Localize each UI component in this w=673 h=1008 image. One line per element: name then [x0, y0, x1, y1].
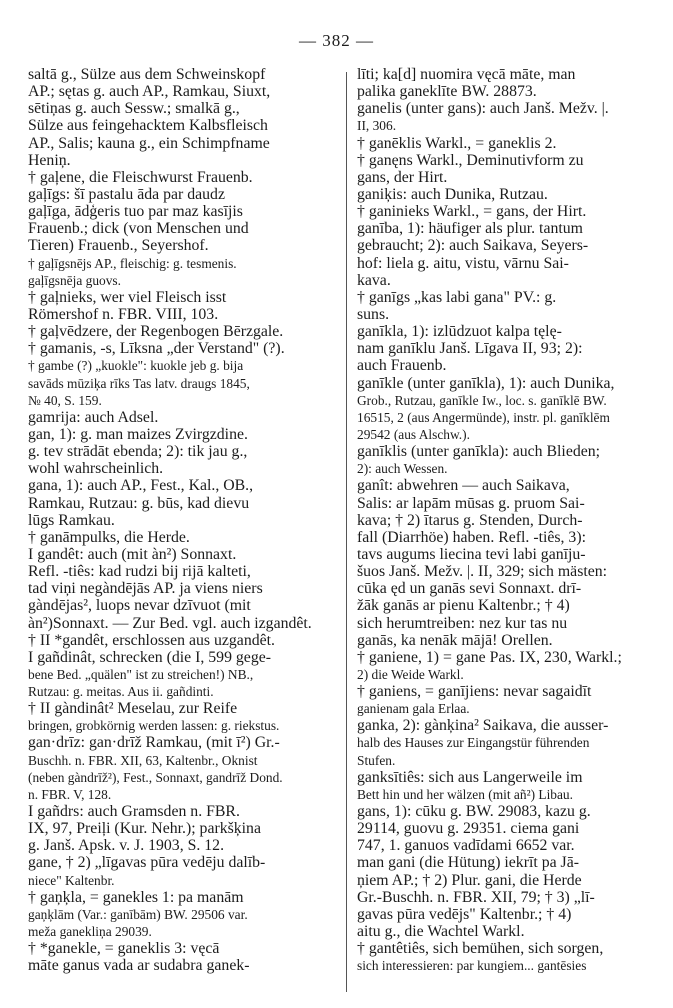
text-line: šuos Janš. Mežv. |. II, 329; sich mästen: — [357, 563, 608, 581]
text-line: gàndējas², luops nevar dzīvuot (mit — [28, 597, 251, 615]
text-line: gaņķlām (Var.: ganībām) BW. 29506 var. — [28, 906, 248, 922]
text-line: halb des Hauses zur Eingangstür führenden — [357, 735, 590, 751]
text-line: fall (Diarrhöe) haben. Refl. -tiês, 3): — [357, 528, 586, 546]
text-line: auch Frauenb. — [357, 357, 447, 375]
text-line: Gr.-Buschh. n. FBR. XII, 79; † 3) „lī- — [357, 888, 595, 906]
text-line: aitu g., die Wachtel Warkl. — [357, 923, 525, 941]
text-line: Rutzau: g. meitas. Aus ii. gañdinti. — [28, 684, 214, 700]
text-line: Stufen. — [357, 752, 396, 768]
text-line: gamrija: auch Adsel. — [28, 408, 159, 426]
text-line: kava; † 2) ītarus g. Stenden, Durch- — [357, 511, 583, 529]
text-line: I gandêt: auch (mit àn²) Sonnaxt. — [28, 545, 237, 563]
text-line: (neben gàndrīž²), Fest., Sonnaxt, gandrīž Dond. — [28, 769, 283, 785]
text-line: † gaļīgsnējs AP., fleischig: g. tesmenis. — [28, 255, 237, 271]
text-line: ganiķis: auch Dunika, Rutzau. — [357, 185, 548, 203]
text-line: † ganīgs „kas labi gana" PV.: g. — [357, 288, 557, 306]
text-line: Frauenb.; dick (von Menschen und — [28, 220, 249, 238]
text-line: wohl wahrscheinlich. — [28, 460, 164, 478]
text-line: suns. — [357, 305, 390, 323]
text-line: † gambe (?) „kuokle": kuokle jeb g. bija — [28, 358, 244, 374]
text-line: Salis: ar lapām mūsas g. pruom Sai- — [357, 494, 585, 512]
text-line: cūka ęd un ganās sevi Sonnaxt. drī- — [357, 580, 582, 598]
text-line: 16515, 2 (aus Angermünde), instr. pl. ganīklēm — [357, 409, 610, 425]
text-line: žāk ganās ar pienu Kaltenbr.; † 4) — [357, 597, 570, 615]
text-line: gaļīgsnēja guovs. — [28, 272, 121, 288]
column-divider — [346, 72, 347, 992]
text-line: n. FBR. V, 128. — [28, 786, 112, 802]
text-line: Tieren) Frauenb., Seyershof. — [28, 237, 209, 255]
text-line: 2) die Weide Warkl. — [357, 666, 464, 682]
text-line: † gantêtiês, sich bemühen, sich sorgen, — [357, 940, 604, 958]
text-line: gavas pūra vedējs" Kaltenbr.; † 4) — [357, 905, 572, 923]
text-line: II, 306. — [357, 118, 397, 134]
text-line: AP.; sętas g. auch AP., Ramkau, Siuxt, — [28, 83, 271, 101]
text-line: † ganēklis Warkl., = ganeklis 2. — [357, 134, 557, 152]
text-line: ganksītiês: sich aus Langerweile im — [357, 768, 583, 786]
text-line: ganīkle (unter ganīkla), 1): auch Dunika, — [357, 374, 615, 392]
text-line: kava. — [357, 271, 391, 289]
text-line: gans, 1): cūku g. BW. 29083, kazu g. — [357, 803, 591, 821]
text-line: gaļīga, ādģeris tuo par maz kasījis — [28, 203, 243, 221]
text-line: gane, † 2) „līgavas pūra vedēju dalīb- — [28, 854, 266, 872]
text-line: meža ganekliņa 29039. — [28, 924, 152, 940]
text-line: † II gàndinât² Meselau, zur Reife — [28, 700, 238, 718]
text-line: bene Bed. „quälen" ist zu streichen!) NB., — [28, 666, 254, 682]
text-line: gaļīgs: šī pastalu āda par daudz — [28, 185, 225, 203]
text-line: ganienam gala Erlaa. — [357, 701, 470, 717]
text-line: ganās, ka nenāk mājā! Orellen. — [357, 631, 553, 649]
text-line: ganīkla, 1): izlūdzuot kalpa tęlę- — [357, 323, 562, 341]
left-column — [28, 66, 343, 974]
text-line: tad viņi negàndējās AP. ja viens niers — [28, 580, 263, 598]
text-line: ganît: abwehren — auch Saikava, — [357, 477, 570, 495]
text-line: Refl. -tiês: kad rudzi bij rijā kalteti, — [28, 563, 251, 581]
text-line: Sülze aus feingehacktem Kalbsfleisch — [28, 117, 268, 135]
text-line: † ganiens, = ganījiens: nevar sagaidīt — [357, 683, 592, 701]
text-line: † II *gandêt, erschlossen aus uzgandêt. — [28, 631, 275, 649]
text-line: Ramkau, Rutzau: g. būs, kad dievu — [28, 494, 250, 512]
text-line: † gaļnieks, wer viel Fleisch isst — [28, 288, 227, 306]
text-line: ganelis (unter gans): auch Janš. Mežv. |. — [357, 100, 609, 118]
text-line: ganka, 2): gànķina² Saikava, die ausser- — [357, 717, 609, 735]
text-line: hof: liela g. aitu, vistu, vārnu Sai- — [357, 254, 569, 272]
text-line: savāds mūziķa rīks Tas latv. draugs 1845, — [28, 375, 250, 391]
text-line: † ganāmpulks, die Herde. — [28, 528, 190, 546]
text-line: AP., Salis; kauna g., ein Schimpfname — [28, 134, 270, 152]
text-line: † ganinieks Warkl., = gans, der Hirt. — [357, 203, 587, 221]
text-line: g. Janš. Apsk. v. J. 1903, S. 12. — [28, 837, 225, 855]
text-line: I gañdinât, schrecken (die I, 599 gege- — [28, 648, 271, 666]
right-column — [357, 66, 665, 974]
text-line: sich interessieren: par kungiem... gantēsies — [357, 958, 587, 974]
text-line: palika ganeklīte BW. 28873. — [357, 83, 537, 101]
text-line: Heniņ. — [28, 151, 71, 169]
text-line: gan, 1): g. man maizes Zvirgzdine. — [28, 425, 248, 443]
text-line: Bett hin und her wälzen (mit añ²) Libau. — [357, 786, 573, 802]
text-line: 2): auch Wessen. — [357, 461, 448, 477]
text-line: ņiem AP.; † 2) Plur. gani, die Herde — [357, 871, 582, 889]
text-line: àn²)Sonnaxt. — Zur Bed. vgl. auch izgandêt. — [28, 614, 312, 632]
text-line: niece" Kaltenbr. — [28, 872, 115, 888]
page-number: — 382 — — [299, 31, 374, 50]
text-line: I gañdrs: auch Gramsden n. FBR. — [28, 803, 240, 821]
text-line: g. tev strādāt ebenda; 2): tik jau g., — [28, 443, 248, 461]
text-line: gans, der Hirt. — [357, 168, 448, 186]
text-line: † gaņķla, = ganekles 1: pa manām — [28, 888, 244, 906]
text-line: № 40, S. 159. — [28, 392, 102, 408]
text-line: Römershof n. FBR. VIII, 103. — [28, 305, 219, 323]
text-line: māte ganus vada ar sudabra ganek- — [28, 957, 250, 975]
text-line: gebraucht; 2): auch Saikava, Seyers- — [357, 237, 589, 255]
text-line: † gaļene, die Fleischwurst Frauenb. — [28, 168, 253, 186]
text-line: sich herumtreiben: nez kur tas nu — [357, 614, 568, 632]
text-line: † gaļvēdzere, der Regenbogen Bērzgale. — [28, 323, 284, 341]
text-line: 747, 1. ganuos vadīdami 6652 var. — [357, 837, 575, 855]
text-line: tavs augums liecina tevi labi ganīju- — [357, 545, 586, 563]
text-line: bringen, grobkörnig werden lassen: g. riekstus. — [28, 718, 280, 734]
text-line: † ganęns Warkl., Deminutivform zu — [357, 151, 584, 169]
text-line: gana, 1): auch AP., Fest., Kal., OB., — [28, 477, 254, 495]
text-line: nam ganīklu Janš. Līgava II, 93; 2): — [357, 340, 583, 358]
text-line: IX, 97, Preiļi (Kur. Nehr.); parkšķina — [28, 820, 261, 838]
text-line: Grob., Rutzau, ganīkle Iw., loc. s. ganīklē BW. — [357, 392, 607, 408]
text-line: † gamanis, -s, Līksna „der Verstand" (?). — [28, 340, 285, 358]
text-line: lūgs Ramkau. — [28, 511, 115, 529]
text-line: gan·drīz: gan·drīž Ramkau, (mit ī²) Gr.- — [28, 734, 280, 752]
text-line: 29542 (aus Alschw.). — [357, 426, 470, 442]
text-line: † *ganekle, = ganeklis 3: vęcā — [28, 940, 220, 958]
text-line: Buschh. n. FBR. XII, 63, Kaltenbr., Oknist — [28, 752, 258, 768]
text-line: sētiņas g. auch Sessw.; smalkā g., — [28, 100, 240, 118]
text-line: ganīklis (unter ganīkla): auch Blieden; — [357, 443, 601, 461]
text-line: ganība, 1): häufiger als plur. tantum — [357, 220, 583, 238]
text-line: saltā g., Sülze aus dem Schweinskopf — [28, 66, 266, 83]
text-line: 29114, guovu g. 29351. ciema gani — [357, 820, 580, 838]
text-line: man gani (die Hütung) iekrīt pa Jā- — [357, 854, 579, 872]
text-line: † ganiene, 1) = gane Pas. IX, 230, Warkl.; — [357, 648, 622, 666]
text-line: līti; ka[d] nuomira vęcā māte, man — [357, 66, 576, 83]
